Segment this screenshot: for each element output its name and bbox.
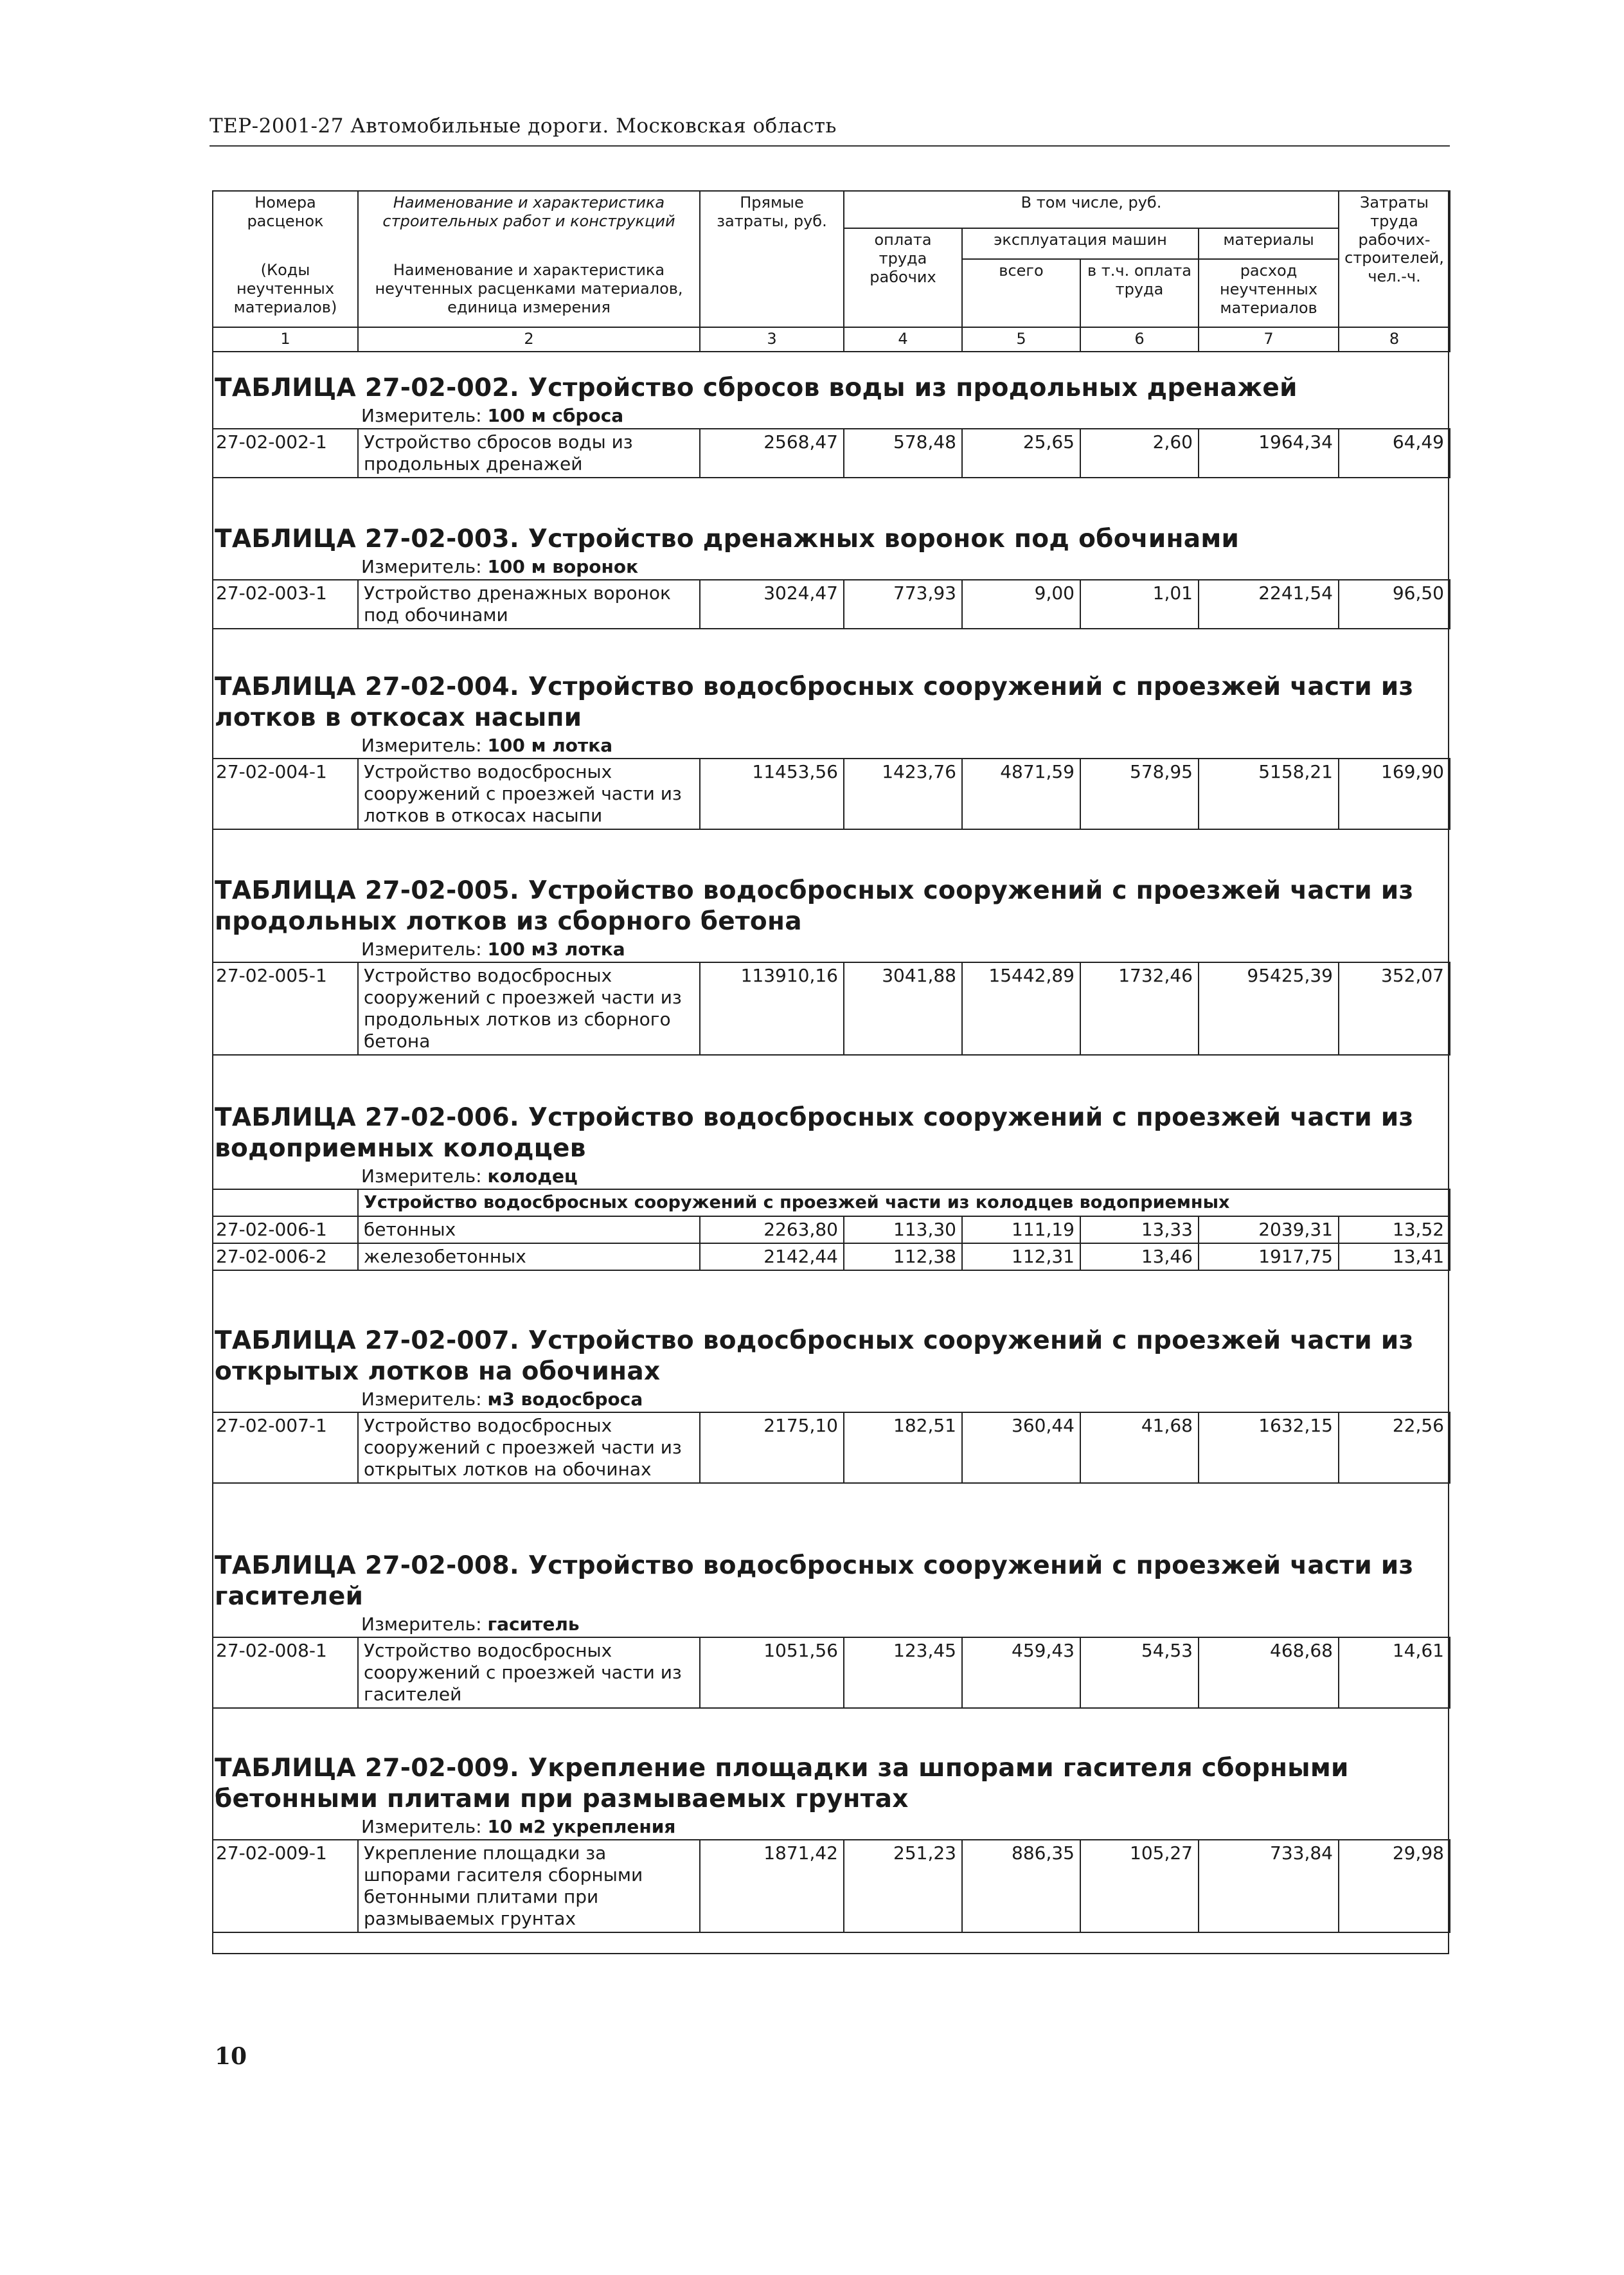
table-cell: 3024,47	[700, 580, 844, 629]
table-cell: 352,07	[1339, 962, 1450, 1055]
table-cell: 1632,15	[1199, 1412, 1339, 1483]
col-num: 4	[844, 327, 962, 352]
table-cell: 96,50	[1339, 580, 1450, 629]
table-cell: 105,27	[1080, 1840, 1199, 1932]
header-rule	[210, 145, 1450, 147]
table-cell: 2142,44	[700, 1243, 844, 1270]
col4-header: оплата труда рабочих	[844, 228, 962, 327]
table-cell: 113,30	[844, 1216, 962, 1243]
table-cell: 251,23	[844, 1840, 962, 1932]
table-cell: 15442,89	[962, 962, 1080, 1055]
col-num: 8	[1339, 327, 1450, 352]
table-cell: 22,56	[1339, 1412, 1450, 1483]
section-27-02-005	[212, 876, 1449, 1056]
table-row	[213, 580, 1450, 629]
col7-header: расход неучтенных материалов	[1199, 259, 1339, 327]
table-cell: Устройство водосбросных сооружений с проезжей части из лотков в откосах насыпи	[358, 759, 700, 829]
section-title: ТАБЛИЦА 27-02-007. Устройство водосбросных сооружений с проезжей части из открытых лотков на обочинах	[215, 1326, 1414, 1386]
table-cell: 27-02-004-1	[213, 759, 358, 829]
table-cell: 1,01	[1080, 580, 1199, 629]
table-cell: 1917,75	[1199, 1243, 1339, 1270]
section-27-02-004	[212, 672, 1449, 830]
section-27-02-002	[212, 373, 1449, 478]
table-cell: 182,51	[844, 1412, 962, 1483]
section-title: ТАБЛИЦА 27-02-009. Укрепление площадки за шпорами гасителя сборными бетонными плитами при размываемых грунтах	[215, 1754, 1349, 1813]
page-header: ТЕР-2001-27 Автомобильные дороги. Московская область	[210, 114, 837, 138]
table-cell: Устройство сбросов воды из продольных дренажей	[358, 429, 700, 478]
table-cell: 64,49	[1339, 429, 1450, 478]
table-row	[213, 962, 1450, 1055]
section-title: ТАБЛИЦА 27-02-003. Устройство дренажных воронок под обочинами	[215, 525, 1240, 553]
table-cell: 112,31	[962, 1243, 1080, 1270]
table-cell: 27-02-009-1	[213, 1840, 358, 1932]
table-cell: 578,95	[1080, 759, 1199, 829]
section-27-02-009	[212, 1753, 1449, 1933]
table-cell: 773,93	[844, 580, 962, 629]
table-cell: Устройство водосбросных сооружений с проезжей части из открытых лотков на обочинах	[358, 1412, 700, 1483]
rates-table	[212, 1839, 1450, 1933]
table-cell: 111,19	[962, 1216, 1080, 1243]
table-cell: 2568,47	[700, 429, 844, 478]
table-cell: 27-02-006-2	[213, 1243, 358, 1270]
table-cell: 2241,54	[1199, 580, 1339, 629]
rates-table	[212, 1189, 1450, 1271]
section-27-02-003	[212, 524, 1449, 629]
measure-line: Измеритель: колодец	[361, 1165, 578, 1187]
table-cell: Устройство водосбросных сооружений с проезжей части из гасителей	[358, 1637, 700, 1708]
col-num: 3	[700, 327, 844, 352]
table-cell: 25,65	[962, 429, 1080, 478]
table-cell: 1423,76	[844, 759, 962, 829]
section-title: ТАБЛИЦА 27-02-002. Устройство сбросов воды из продольных дренажей	[215, 373, 1298, 402]
table-cell: 2175,10	[700, 1412, 844, 1483]
col2-header-bottom: Наименование и характеристика неучтенных расценками материалов, единица измерения	[358, 259, 700, 327]
table-cell	[213, 1189, 358, 1216]
col-num: 6	[1080, 327, 1199, 352]
rates-table	[212, 579, 1450, 629]
table-cell: 13,46	[1080, 1243, 1199, 1270]
column-header	[212, 190, 1450, 352]
table-cell: 27-02-003-1	[213, 580, 358, 629]
table-cell: 1732,46	[1080, 962, 1199, 1055]
machines-header: эксплуатация машин	[962, 228, 1199, 259]
table-cell: 113910,16	[700, 962, 844, 1055]
table-cell: бетонных	[358, 1216, 700, 1243]
table-cell: 3041,88	[844, 962, 962, 1055]
section-title: ТАБЛИЦА 27-02-006. Устройство водосбросных сооружений с проезжей части из водоприемных колодцев	[215, 1103, 1414, 1163]
incl-header: В том числе, руб.	[844, 191, 1339, 228]
table-cell: 95425,39	[1199, 962, 1339, 1055]
page-number: 10	[215, 2043, 247, 2070]
measure-line: Измеритель: 100 м воронок	[361, 556, 639, 577]
table-cell: 54,53	[1080, 1637, 1199, 1708]
table-cell: 29,98	[1339, 1840, 1450, 1932]
table-cell: 14,61	[1339, 1637, 1450, 1708]
rates-table	[212, 1412, 1450, 1484]
table-cell: 5158,21	[1199, 759, 1339, 829]
measure-line: Измеритель: 100 м сброса	[361, 405, 624, 426]
table-cell: Укрепление площадки за шпорами гасителя сборными бетонными плитами при размываемых грунтах	[358, 1840, 700, 1932]
table-cell: 1051,56	[700, 1637, 844, 1708]
table-cell: 578,48	[844, 429, 962, 478]
table-cell: 41,68	[1080, 1412, 1199, 1483]
table-cell: 27-02-006-1	[213, 1216, 358, 1243]
table-cell: 2039,31	[1199, 1216, 1339, 1243]
table-cell: 886,35	[962, 1840, 1080, 1932]
table-cell: 27-02-007-1	[213, 1412, 358, 1483]
table-cell: 27-02-008-1	[213, 1637, 358, 1708]
table-cell: 123,45	[844, 1637, 962, 1708]
col1-header-bottom: (Коды неучтенных материалов)	[213, 259, 358, 327]
table-cell: 2263,80	[700, 1216, 844, 1243]
table-cell: 9,00	[962, 580, 1080, 629]
section-title: ТАБЛИЦА 27-02-008. Устройство водосбросных сооружений с проезжей части из гасителей	[215, 1551, 1414, 1611]
table-cell: 11453,56	[700, 759, 844, 829]
table-cell: 13,52	[1339, 1216, 1450, 1243]
table-cell: 13,41	[1339, 1243, 1450, 1270]
table-cell: 169,90	[1339, 759, 1450, 829]
col5-header: всего	[962, 259, 1080, 327]
table-cell: 1964,34	[1199, 429, 1339, 478]
table-cell: 27-02-002-1	[213, 429, 358, 478]
table-cell: Устройство водосбросных сооружений с проезжей части из колодцев водоприемных	[358, 1189, 1450, 1216]
table-row	[213, 1840, 1450, 1932]
col1-header-top: Номера расценок	[213, 191, 358, 259]
table-cell: Устройство дренажных воронок под обочинами	[358, 580, 700, 629]
table-cell: железобетонных	[358, 1243, 700, 1270]
table-cell: 468,68	[1199, 1637, 1339, 1708]
section-27-02-007	[212, 1326, 1449, 1484]
measure-line: Измеритель: гаситель	[361, 1614, 580, 1635]
table-cell: 4871,59	[962, 759, 1080, 829]
table-cell: 733,84	[1199, 1840, 1339, 1932]
measure-line: Измеритель: 100 м лотка	[361, 735, 613, 756]
table-row	[213, 1216, 1450, 1243]
table-row	[213, 1243, 1450, 1270]
rates-table	[212, 758, 1450, 830]
col-num: 2	[358, 327, 700, 352]
table-cell: 13,33	[1080, 1216, 1199, 1243]
col-num: 7	[1199, 327, 1339, 352]
table-cell: 459,43	[962, 1637, 1080, 1708]
section-title: ТАБЛИЦА 27-02-004. Устройство водосбросных сооружений с проезжей части из лотков в откосах насыпи	[215, 672, 1414, 732]
section-27-02-008	[212, 1551, 1449, 1709]
col3-header: Прямые затраты, руб.	[700, 191, 844, 327]
col-num: 1	[213, 327, 358, 352]
table-cell: Устройство водосбросных сооружений с проезжей части из продольных лотков из сборного бетона	[358, 962, 700, 1055]
col6-header: в т.ч. оплата труда	[1080, 259, 1199, 327]
table-cell: 27-02-005-1	[213, 962, 358, 1055]
table-row	[213, 429, 1450, 478]
table-cell: 112,38	[844, 1243, 962, 1270]
rates-table	[212, 1637, 1450, 1709]
section-27-02-006	[212, 1102, 1449, 1271]
table-cell: 360,44	[962, 1412, 1080, 1483]
table-cell: 2,60	[1080, 429, 1199, 478]
table-row	[213, 1412, 1450, 1483]
col8-header: Затраты труда рабочих-строителей, чел.-ч.	[1339, 191, 1450, 327]
table-row	[213, 759, 1450, 829]
rates-table	[212, 962, 1450, 1056]
materials-header: материалы	[1199, 228, 1339, 259]
section-title: ТАБЛИЦА 27-02-005. Устройство водосбросных сооружений с проезжей части из продольных лотков из сборного бетона	[215, 876, 1414, 936]
table-cell: 1871,42	[700, 1840, 844, 1932]
table-row	[213, 1637, 1450, 1708]
rates-table	[212, 428, 1450, 478]
measure-line: Измеритель: 100 м3 лотка	[361, 939, 625, 960]
subheader-row	[213, 1189, 1450, 1216]
measure-line: Измеритель: 10 м2 укрепления	[361, 1816, 676, 1837]
col-num: 5	[962, 327, 1080, 352]
measure-line: Измеритель: м3 водосброса	[361, 1389, 643, 1410]
col2-header-top: Наименование и характеристика строительных работ и конструкций	[358, 191, 700, 259]
